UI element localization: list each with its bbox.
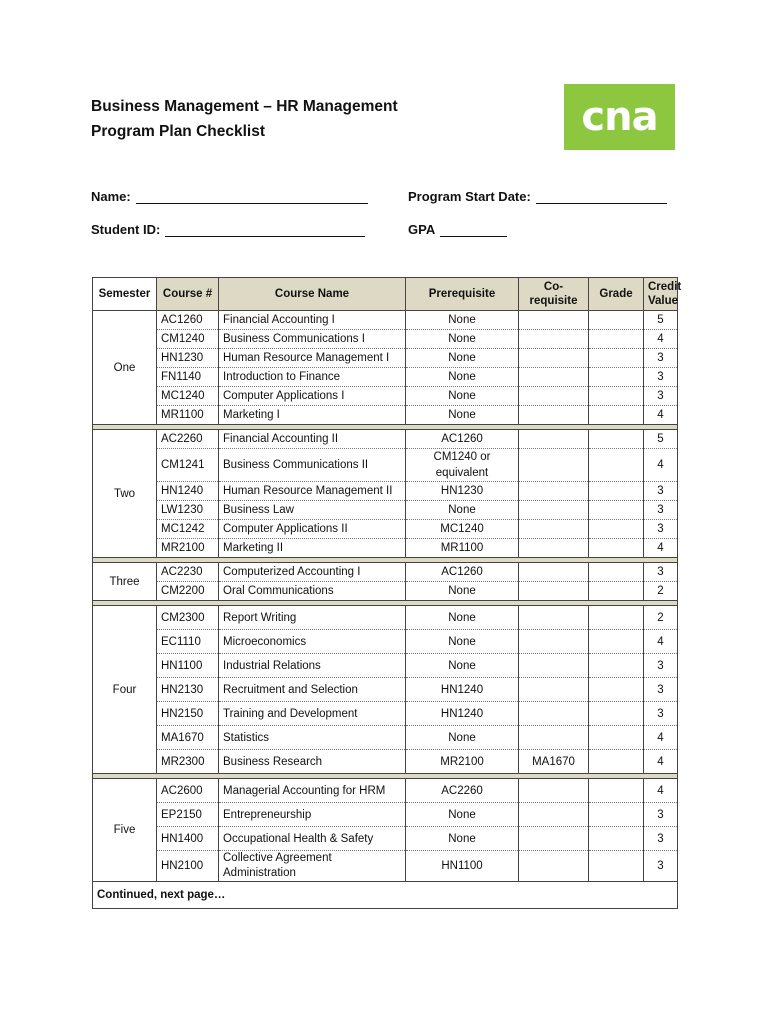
header-course-number: Course # (157, 278, 219, 311)
course-name: Computer Applications I (219, 387, 406, 406)
credit-value: 4 (644, 630, 678, 654)
grade-cell[interactable] (589, 779, 644, 803)
corequisite (519, 803, 589, 827)
credit-value: 2 (644, 606, 678, 630)
document-title (91, 94, 398, 144)
prerequisite: MR2100 (406, 750, 519, 774)
table-row (93, 501, 678, 520)
grade-cell[interactable] (589, 349, 644, 368)
prerequisite: AC1260 (406, 563, 519, 582)
course-name: Entrepreneurship (219, 803, 406, 827)
header-course-name: Course Name (219, 278, 406, 311)
grade-cell[interactable] (589, 750, 644, 774)
table-row (93, 368, 678, 387)
grade-cell[interactable] (589, 582, 644, 601)
course-code: HN1100 (157, 654, 219, 678)
corequisite (519, 449, 589, 482)
course-name: Statistics (219, 726, 406, 750)
prerequisite: None (406, 630, 519, 654)
corequisite (519, 582, 589, 601)
grade-cell[interactable] (589, 702, 644, 726)
table-row (93, 750, 678, 774)
course-code: HN1230 (157, 349, 219, 368)
course-code: HN2100 (157, 851, 219, 882)
corequisite (519, 606, 589, 630)
course-name: Business Law (219, 501, 406, 520)
prerequisite: None (406, 726, 519, 750)
corequisite (519, 368, 589, 387)
credit-value: 3 (644, 520, 678, 539)
corequisite (519, 387, 589, 406)
course-name: Computer Applications II (219, 520, 406, 539)
gpa-field[interactable] (408, 222, 507, 237)
credit-value: 3 (644, 501, 678, 520)
course-name: Human Resource Management II (219, 482, 406, 501)
semester-label: Four (93, 606, 157, 774)
table-row (93, 827, 678, 851)
name-field[interactable] (91, 189, 368, 204)
course-name: Financial Accounting II (219, 430, 406, 449)
credit-value: 4 (644, 449, 678, 482)
credit-value: 3 (644, 702, 678, 726)
corequisite (519, 678, 589, 702)
gpa-label: GPA (408, 222, 436, 237)
prerequisite: HN1230 (406, 482, 519, 501)
semester-label: Five (93, 779, 157, 882)
course-code: EC1110 (157, 630, 219, 654)
table-row (93, 563, 678, 582)
footer-row (93, 882, 678, 909)
credit-value: 3 (644, 827, 678, 851)
prerequisite: None (406, 501, 519, 520)
header-prerequisite: Prerequisite (406, 278, 519, 311)
grade-cell[interactable] (589, 803, 644, 827)
prerequisite: None (406, 827, 519, 851)
table-row (93, 654, 678, 678)
course-code: MC1242 (157, 520, 219, 539)
prerequisite: None (406, 330, 519, 349)
prerequisite: CM1240 or equivalent (406, 449, 519, 482)
prerequisite: None (406, 582, 519, 601)
course-name: Recruitment and Selection (219, 678, 406, 702)
prerequisite: None (406, 368, 519, 387)
grade-cell[interactable] (589, 501, 644, 520)
course-code: HN1240 (157, 482, 219, 501)
prerequisite: HN1240 (406, 678, 519, 702)
credit-value: 3 (644, 349, 678, 368)
course-code: HN2130 (157, 678, 219, 702)
grade-cell[interactable] (589, 606, 644, 630)
course-code: CM2300 (157, 606, 219, 630)
course-name: Report Writing (219, 606, 406, 630)
course-name: Business Communications II (219, 449, 406, 482)
grade-cell[interactable] (589, 430, 644, 449)
course-code: CM2200 (157, 582, 219, 601)
corequisite (519, 349, 589, 368)
course-code: CM1241 (157, 449, 219, 482)
course-name: Managerial Accounting for HRM (219, 779, 406, 803)
prerequisite: None (406, 406, 519, 425)
credit-value: 3 (644, 803, 678, 827)
table-row (93, 539, 678, 558)
corequisite (519, 702, 589, 726)
corequisite (519, 851, 589, 882)
prerequisite: None (406, 387, 519, 406)
table-row (93, 851, 678, 882)
prerequisite: MC1240 (406, 520, 519, 539)
credit-value: 4 (644, 330, 678, 349)
table-row (93, 449, 678, 482)
grade-cell[interactable] (589, 311, 644, 330)
course-name: Collective Agreement Administration (219, 851, 406, 882)
course-name: Occupational Health & Safety (219, 827, 406, 851)
course-name: Financial Accounting I (219, 311, 406, 330)
logo-text: cna (581, 94, 658, 140)
course-code: LW1230 (157, 501, 219, 520)
corequisite (519, 430, 589, 449)
corequisite (519, 630, 589, 654)
grade-cell[interactable] (589, 654, 644, 678)
table-row (93, 349, 678, 368)
course-name: Marketing II (219, 539, 406, 558)
table-row (93, 330, 678, 349)
program-start-date-blank-line[interactable] (536, 191, 667, 204)
course-name: Business Communications I (219, 330, 406, 349)
prerequisite: None (406, 606, 519, 630)
grade-cell[interactable] (589, 482, 644, 501)
table-row (93, 606, 678, 630)
table-row (93, 387, 678, 406)
course-name: Training and Development (219, 702, 406, 726)
corequisite (519, 311, 589, 330)
course-name: Oral Communications (219, 582, 406, 601)
semester-label: One (93, 311, 157, 425)
credit-value: 4 (644, 539, 678, 558)
corequisite (519, 539, 589, 558)
table-row (93, 311, 678, 330)
corequisite: MA1670 (519, 750, 589, 774)
header-grade: Grade (589, 278, 644, 311)
corequisite (519, 563, 589, 582)
course-name: Microeconomics (219, 630, 406, 654)
course-name: Industrial Relations (219, 654, 406, 678)
credit-value: 5 (644, 430, 678, 449)
table-row (93, 803, 678, 827)
prerequisite: HN1100 (406, 851, 519, 882)
student-id-field[interactable] (91, 222, 365, 237)
name-label: Name: (91, 189, 131, 204)
course-code: HN2150 (157, 702, 219, 726)
credit-value: 4 (644, 726, 678, 750)
credit-value: 3 (644, 368, 678, 387)
table-body (93, 311, 678, 909)
table-row (93, 430, 678, 449)
student-id-label: Student ID: (91, 222, 161, 237)
grade-cell[interactable] (589, 387, 644, 406)
program-plan-table (92, 277, 682, 909)
prerequisite: AC2260 (406, 779, 519, 803)
credit-value: 3 (644, 563, 678, 582)
prerequisite: HN1240 (406, 702, 519, 726)
grade-cell[interactable] (589, 520, 644, 539)
table-row (93, 482, 678, 501)
course-name: Business Research (219, 750, 406, 774)
course-code: AC2260 (157, 430, 219, 449)
table-row (93, 678, 678, 702)
grade-cell[interactable] (589, 368, 644, 387)
table-row (93, 779, 678, 803)
semester-label: Two (93, 430, 157, 558)
course-code: MC1240 (157, 387, 219, 406)
grade-cell[interactable] (589, 406, 644, 425)
course-name: Marketing I (219, 406, 406, 425)
table-row (93, 726, 678, 750)
course-code: MR2300 (157, 750, 219, 774)
corequisite (519, 779, 589, 803)
prerequisite: AC1260 (406, 430, 519, 449)
grade-cell[interactable] (589, 563, 644, 582)
grade-cell[interactable] (589, 678, 644, 702)
credit-value: 4 (644, 750, 678, 774)
course-name: Human Resource Management I (219, 349, 406, 368)
table-row (93, 582, 678, 601)
course-code: AC2600 (157, 779, 219, 803)
cna-logo (564, 84, 675, 150)
student-id-blank-line[interactable] (165, 224, 365, 237)
corequisite (519, 520, 589, 539)
title-line-1: Business Management – HR Management (91, 98, 398, 115)
course-code: MR1100 (157, 406, 219, 425)
course-code: AC1260 (157, 311, 219, 330)
program-start-date-label: Program Start Date: (408, 189, 531, 204)
credit-value: 3 (644, 387, 678, 406)
table-row (93, 520, 678, 539)
grade-cell[interactable] (589, 851, 644, 882)
credit-value: 4 (644, 406, 678, 425)
title-line-2: Program Plan Checklist (91, 123, 266, 140)
table-row (93, 702, 678, 726)
semester-label: Three (93, 563, 157, 601)
prerequisite: None (406, 654, 519, 678)
program-start-date-field[interactable] (408, 189, 667, 204)
course-code: AC2230 (157, 563, 219, 582)
grade-cell[interactable] (589, 726, 644, 750)
credit-value: 3 (644, 678, 678, 702)
continued-note: Continued, next page… (93, 882, 678, 909)
course-name: Computerized Accounting I (219, 563, 406, 582)
course-code: EP2150 (157, 803, 219, 827)
prerequisite: None (406, 311, 519, 330)
corequisite (519, 482, 589, 501)
corequisite (519, 726, 589, 750)
course-name: Introduction to Finance (219, 368, 406, 387)
course-code: MR2100 (157, 539, 219, 558)
table-row (93, 406, 678, 425)
grade-cell[interactable] (589, 330, 644, 349)
course-code: CM1240 (157, 330, 219, 349)
header-corequisite: Co-requisite (519, 278, 589, 311)
credit-value: 2 (644, 582, 678, 601)
corequisite (519, 406, 589, 425)
credit-value: 4 (644, 779, 678, 803)
course-code: HN1400 (157, 827, 219, 851)
prerequisite: None (406, 349, 519, 368)
corequisite (519, 330, 589, 349)
grade-cell[interactable] (589, 630, 644, 654)
gpa-blank-line[interactable] (440, 224, 507, 237)
credit-value: 3 (644, 851, 678, 882)
corequisite (519, 654, 589, 678)
grade-cell[interactable] (589, 539, 644, 558)
course-code: FN1140 (157, 368, 219, 387)
credit-value: 3 (644, 654, 678, 678)
grade-cell[interactable] (589, 449, 644, 482)
corequisite (519, 501, 589, 520)
course-code: MA1670 (157, 726, 219, 750)
header-credit-value: Credit Value (644, 278, 678, 311)
prerequisite: None (406, 803, 519, 827)
name-blank-line[interactable] (136, 191, 368, 204)
corequisite (519, 827, 589, 851)
table-header-row (93, 278, 678, 311)
prerequisite: MR1100 (406, 539, 519, 558)
table-row (93, 630, 678, 654)
credit-value: 5 (644, 311, 678, 330)
grade-cell[interactable] (589, 827, 644, 851)
header-semester: Semester (93, 278, 157, 311)
credit-value: 3 (644, 482, 678, 501)
